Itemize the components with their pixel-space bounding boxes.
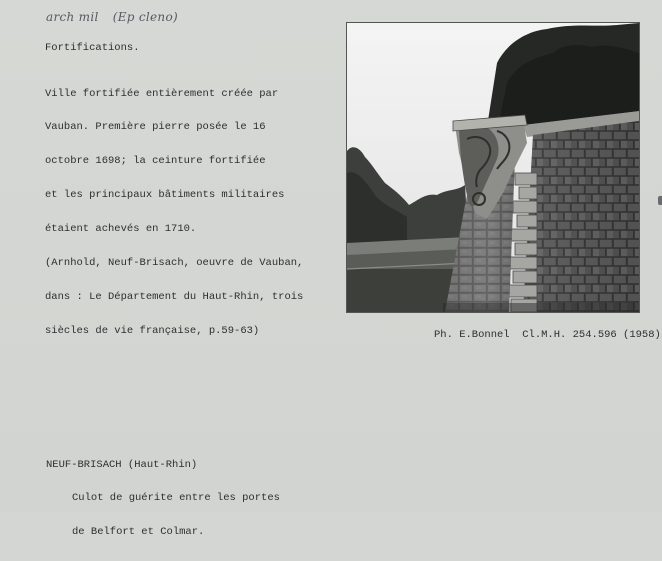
- notes-line: (Arnhold, Neuf-Brisach, oeuvre de Vauban,: [45, 257, 304, 270]
- handwritten-annotation: [46, 10, 178, 24]
- historical-notes: [45, 66, 303, 360]
- photo-caption: [46, 437, 280, 561]
- handwritten-classification: arch mil: [46, 10, 99, 24]
- card-heading: Fortifications.: [45, 42, 140, 54]
- notes-line: siècles de vie française, p.59-63): [45, 324, 260, 337]
- photo-credit: Ph. E.Bonnel Cl.M.H. 254.596 (1958): [434, 329, 661, 341]
- notes-line: Vauban. Première pierre posée le 16: [45, 121, 266, 134]
- notes-line: Ville fortifiée entièrement créée par: [45, 87, 279, 100]
- notes-line: étaient achevés en 1710.: [45, 223, 197, 236]
- caption-location: NEUF-BRISACH (Haut-Rhin): [46, 458, 198, 471]
- notes-line: octobre 1698; la ceinture fortifiée: [45, 155, 266, 168]
- notes-line: et les principaux bâtiments militaires: [45, 189, 285, 202]
- card-punch-hole: [658, 196, 662, 205]
- caption-description: Culot de guérite entre les portes: [72, 492, 280, 505]
- handwritten-note: (Ep cleno): [112, 10, 178, 24]
- caption-description: de Belfort et Colmar.: [72, 526, 205, 539]
- notes-line: dans : Le Département du Haut-Rhin, trois: [45, 290, 304, 303]
- rampart-photograph: [346, 22, 640, 313]
